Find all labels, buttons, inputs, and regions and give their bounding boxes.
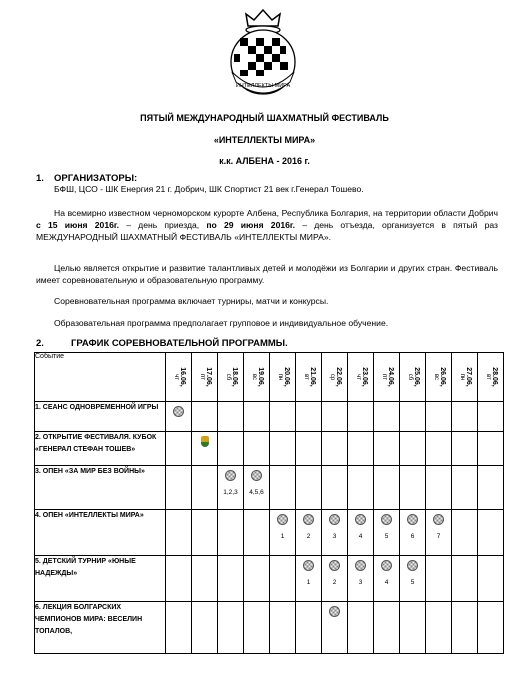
schedule-cell: [244, 466, 270, 510]
chess-clock-icon: [329, 560, 340, 571]
chess-clock-icon: [277, 514, 288, 525]
day-header: 23.06, чт: [348, 353, 374, 402]
event-name: 2. ОТКРЫТИЕ ФЕСТИВАЛЯ. КУБОК «ГЕНЕРАЛ СТЕФАН ТОШЕВ»: [35, 432, 166, 466]
schedule-cell: [218, 432, 244, 466]
schedule-cell: [218, 510, 244, 556]
schedule-cell: [374, 556, 400, 602]
schedule-cell: [218, 466, 244, 510]
day-header: 26.06, вс: [426, 353, 452, 402]
round-number: 1: [306, 579, 311, 586]
schedule-cell: [478, 402, 504, 432]
event-name: 5. ДЕТСКИЙ ТУРНИР «ЮНЫЕ НАДЕЖДЫ»: [35, 556, 166, 602]
schedule-row: [35, 466, 504, 510]
trophy-cup-icon: [201, 436, 209, 447]
schedule-cell: [426, 402, 452, 432]
schedule-cell: [478, 556, 504, 602]
title-line-3: к.к. АЛБЕНА - 2016 г.: [219, 156, 310, 166]
chess-clock-icon: [407, 514, 418, 525]
chess-clock-icon: [329, 514, 340, 525]
competition-paragraph: Соревновательная программа включает турниры, матчи и конкурсы.: [54, 296, 329, 306]
schedule-cell: [452, 602, 478, 654]
schedule-cell: [166, 466, 192, 510]
schedule-table: [34, 352, 504, 654]
schedule-cell: [374, 510, 400, 556]
day-header: 27.06, пн: [452, 353, 478, 402]
schedule-cell: [452, 510, 478, 556]
schedule-cell: [400, 510, 426, 556]
schedule-header-row: [35, 353, 504, 402]
schedule-cell: [296, 510, 322, 556]
event-name: 1. СЕАНС ОДНОВРЕМЕННОЙ ИГРЫ: [35, 402, 166, 432]
round-number: 4,5,6: [249, 489, 264, 496]
schedule-cell: [374, 466, 400, 510]
chess-clock-icon: [303, 560, 314, 571]
schedule-cell: [452, 466, 478, 510]
intro-paragraph: На всемирно известном черноморском курорте Албена, Республика Болгария, на территории области Добрич с 15 июня 2016г. – день приезда, по 29 июня 2016г. – день отъезда, организуется в пятый раз МЕЖДУНАРОДНЫЙ ШАХМАТНЫЙ ФЕСТИВАЛЬ «ИНТЕЛЛЕКТЫ МИРА».: [36, 208, 498, 242]
schedule-cell: [400, 602, 426, 654]
schedule-cell: [348, 602, 374, 654]
goal-paragraph: Целью является открытие и развитие талантливых детей и молодёжи из Болгарии и других стран. Фестиваль имеет соревновательную и образовательную программу.: [36, 263, 498, 285]
schedule-cell: [296, 466, 322, 510]
schedule-cell: [348, 466, 374, 510]
schedule-cell: [270, 602, 296, 654]
round-number: 1,2,3: [223, 489, 238, 496]
schedule-row: [35, 602, 504, 654]
schedule-cell: [400, 466, 426, 510]
schedule-cell: [478, 602, 504, 654]
day-header: 28.06, вт: [478, 353, 504, 402]
schedule-cell: [348, 432, 374, 466]
schedule-row: [35, 556, 504, 602]
schedule-cell: [374, 602, 400, 654]
schedule-cell: [296, 556, 322, 602]
round-number: 7: [436, 533, 441, 540]
schedule-row: [35, 432, 504, 466]
chess-clock-icon: [225, 470, 236, 481]
schedule-cell: [166, 556, 192, 602]
day-header: 16.06, чт: [166, 353, 192, 402]
round-number: 4: [384, 579, 389, 586]
schedule-cell: [244, 402, 270, 432]
schedule-cell: [192, 510, 218, 556]
round-number: 3: [332, 533, 337, 540]
chess-clock-icon: [381, 514, 392, 525]
chess-clock-icon: [329, 606, 340, 617]
chess-clock-icon: [355, 560, 366, 571]
schedule-cell: [400, 402, 426, 432]
schedule-cell: [322, 556, 348, 602]
schedule-cell: [244, 602, 270, 654]
schedule-cell: [244, 510, 270, 556]
schedule-cell: [348, 510, 374, 556]
schedule-cell: [478, 432, 504, 466]
event-name: 4. ОПЕН «ИНТЕЛЛЕКТЫ МИРА»: [35, 510, 166, 556]
day-header: 24.06, пт: [374, 353, 400, 402]
round-number: 4: [358, 533, 363, 540]
schedule-cell: [400, 432, 426, 466]
schedule-cell: [374, 402, 400, 432]
schedule-cell: [452, 432, 478, 466]
day-header: 20.06, пн: [270, 353, 296, 402]
schedule-cell: [426, 556, 452, 602]
chess-clock-icon: [407, 560, 418, 571]
chess-clock-icon: [381, 560, 392, 571]
round-number: 6: [410, 533, 415, 540]
event-column-header: Событие: [35, 353, 166, 402]
schedule-cell: [322, 432, 348, 466]
schedule-cell: [192, 402, 218, 432]
education-paragraph: Образовательная программа предполагает групповое и индивидуальное обучение.: [54, 318, 389, 328]
schedule-cell: [166, 432, 192, 466]
schedule-cell: [192, 466, 218, 510]
day-header: 17.06, пт: [192, 353, 218, 402]
schedule-cell: [478, 466, 504, 510]
schedule-cell: [348, 402, 374, 432]
section-2-heading: ГРАФИК СОРЕВНОВАТЕЛЬНОЙ ПРОГРАММЫ.: [71, 338, 288, 349]
schedule-cell: [218, 556, 244, 602]
schedule-cell: [270, 466, 296, 510]
chess-clock-icon: [251, 470, 262, 481]
schedule-cell: [426, 432, 452, 466]
day-header: 19.06, вс: [244, 353, 270, 402]
schedule-row: [35, 402, 504, 432]
schedule-cell: [296, 602, 322, 654]
chess-clock-icon: [355, 514, 366, 525]
schedule-cell: [192, 602, 218, 654]
schedule-cell: [296, 432, 322, 466]
schedule-cell: [426, 510, 452, 556]
day-header: 21.06, вт: [296, 353, 322, 402]
schedule-cell: [452, 402, 478, 432]
schedule-cell: [166, 402, 192, 432]
round-number: 1: [280, 533, 285, 540]
schedule-row: [35, 510, 504, 556]
section-1-heading: ОРГАНИЗАТОРЫ:: [54, 173, 138, 184]
round-number: 2: [306, 533, 311, 540]
schedule-cell: [322, 466, 348, 510]
schedule-cell: [478, 510, 504, 556]
schedule-cell: [426, 466, 452, 510]
schedule-cell: [218, 602, 244, 654]
section-1-number: 1.: [36, 173, 44, 184]
schedule-cell: [218, 402, 244, 432]
schedule-cell: [296, 402, 322, 432]
schedule-cell: [374, 432, 400, 466]
schedule-cell: [322, 402, 348, 432]
chess-clock-icon: [433, 514, 444, 525]
schedule-cell: [400, 556, 426, 602]
round-number: 2: [332, 579, 337, 586]
event-name: 6. ЛЕКЦИЯ БОЛГАРСКИХ ЧЕМПИОНОВ МИРА: ВЕСЕЛИН ТОПАЛОВ,: [35, 602, 166, 654]
schedule-cell: [166, 510, 192, 556]
title-line-2: «ИНТЕЛЛЕКТЫ МИРА»: [213, 135, 316, 145]
schedule-cell: [270, 402, 296, 432]
schedule-cell: [270, 556, 296, 602]
round-number: 5: [410, 579, 415, 586]
round-number: 5: [384, 533, 389, 540]
day-header: 22.06, ср: [322, 353, 348, 402]
organizers-text: БФШ, ЦСО - ШК Енергия 21 г. Добрич, ШК Спортист 21 век г.Генерал Тошево.: [54, 184, 364, 194]
schedule-cell: [244, 432, 270, 466]
day-header: 25.06, сб: [400, 353, 426, 402]
logo-caption: ИНТЕЛЛЕКТЫ МИРА: [235, 83, 291, 89]
schedule-cell: [166, 602, 192, 654]
schedule-cell: [322, 510, 348, 556]
chess-king-logo: [218, 6, 308, 98]
schedule-cell: [244, 556, 270, 602]
round-number: 3: [358, 579, 363, 586]
section-2-number: 2.: [36, 338, 44, 349]
schedule-cell: [426, 602, 452, 654]
schedule-cell: [348, 556, 374, 602]
schedule-cell: [192, 556, 218, 602]
schedule-cell: [322, 602, 348, 654]
event-name: 3. ОПЕН «ЗА МИР БЕЗ ВОЙНЫ»: [35, 466, 166, 510]
schedule-cell: [270, 432, 296, 466]
day-header: 18.06, сб: [218, 353, 244, 402]
title-line-1: ПЯТЫЙ МЕЖДУНАРОДНЫЙ ШАХМАТНЫЙ ФЕСТИВАЛЬ: [140, 113, 389, 123]
schedule-cell: [452, 556, 478, 602]
chess-clock-icon: [303, 514, 314, 525]
chess-clock-icon: [173, 406, 184, 417]
schedule-cell: [270, 510, 296, 556]
schedule-cell: [192, 432, 218, 466]
